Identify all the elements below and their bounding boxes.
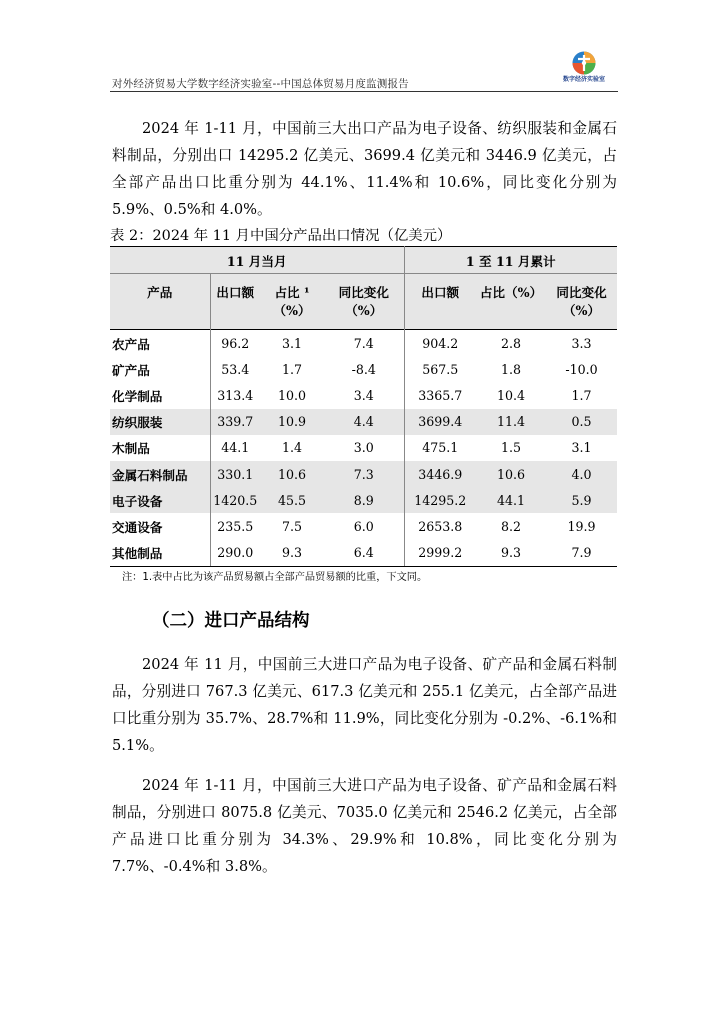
header-rule [110,91,618,92]
cell: 10.9 [260,409,324,435]
cell: 1.8 [500,361,522,377]
cell: 235.5 [217,518,254,534]
row-product-name: 金属石料制品 [110,461,210,487]
lab-logo [556,50,612,88]
paragraph-import-cumulative: 2024 年 1-11 月，中国前三大进口产品为电子设备、矿产品和金属石料制品，分别进口 8075.8 亿美元、7035.0 亿美元和 2546.2 亿美元，占全部产品进口比重分别为 34.3%、29.9%和 10.8%，同比变化分别为 7.7%、-0.4%和 3.8%。 [112,777,617,875]
col-header-yoy-cum: 同比变化（%） [546,274,617,330]
table-row [110,513,617,539]
cell: 9.3 [476,540,546,567]
cell: 7.4 [324,330,404,357]
logo-caption: 数字经济实验室 [562,76,605,83]
cell: 7.9 [546,540,617,567]
cell: 9.3 [260,540,324,567]
cell: 2653.8 [418,518,463,534]
cell: 3446.9 [404,461,476,487]
table-row [110,356,617,382]
cell: 19.9 [567,518,596,534]
cell: 10.4 [496,387,526,403]
cell: 44.1 [476,487,546,513]
cell: 44.1 [221,440,250,456]
running-header: 对外经济贸易大学数字经济实验室--中国总体贸易月度监测报告 [112,78,409,90]
cell: 3365.7 [418,387,463,403]
col-header-export-cum: 出口额 [404,274,476,330]
cell: -10.0 [565,361,598,377]
cell: 10.6 [260,461,324,487]
cell: 3.1 [260,330,324,357]
cell: 2999.2 [404,540,476,567]
col-header-export-month: 出口额 [210,274,260,330]
table-row [110,435,617,461]
paragraph-export-summary: 2024 年 1-11 月，中国前三大出口产品为电子设备、纺织服装和金属石料制品，分别出口 14295.2 亿美元、3699.4 亿美元和 3446.9 亿美元，占全部产品出口比重分别为 44.1%、11.4%和 10.6%，同比变化分别为 5.9%、0.5%和 4.0%。 [112,120,617,218]
cell: 4.0 [546,461,617,487]
col-header-product: 产品 [110,274,210,330]
export-table [110,246,617,567]
table-row [110,540,617,567]
paragraph-import-month: 2024 年 11 月，中国前三大进口产品为电子设备、矿产品和金属石料制品，分别进口 767.3 亿美元、617.3 亿美元和 255.1 亿美元，占全部产品进口比重分别为 35.7%、28.7%和 11.9%，同比变化分别为 -0.2%、-6.1%和 5.1%。 [112,656,617,754]
table-row-highlighted [110,461,617,487]
row-product-name: 矿产品 [110,356,210,382]
cell: 1.7 [281,361,303,377]
cell: 6.0 [324,513,404,539]
cell: 0.5 [546,409,617,435]
table-column-header-row [110,274,617,330]
cell: 1.5 [500,440,522,456]
group-header-cumulative: 1 至 11 月累计 [404,247,617,274]
row-product-name: 纺织服装 [110,409,210,435]
table-title: 表 2：2024 年 11 月中国分产品出口情况（亿美元） [110,228,452,244]
section-heading: （二）进口产品结构 [152,611,310,631]
cell: 313.4 [217,387,254,403]
cell: 5.9 [546,487,617,513]
row-product-name: 电子设备 [110,487,210,513]
row-product-name: 其他制品 [110,540,210,567]
cell: 3.3 [546,330,617,357]
cell: 1.4 [281,440,303,456]
cell: 45.5 [260,487,324,513]
cell: -8.4 [324,356,404,382]
cell: 10.0 [277,387,307,403]
table-row-highlighted [110,487,617,513]
cell: 14295.2 [404,487,476,513]
cell: 330.1 [210,461,260,487]
col-header-yoy-month: 同比变化（%） [324,274,404,330]
cell: 4.4 [324,409,404,435]
table-row [110,382,617,408]
table-group-header-row [110,247,617,274]
cell: 7.3 [324,461,404,487]
row-product-name: 化学制品 [110,382,210,408]
cell: 6.4 [324,540,404,567]
col-header-share-cum: 占比（%） [476,274,546,330]
cell: 339.7 [210,409,260,435]
cell: 3.0 [324,435,404,461]
cell: 3.4 [324,382,404,408]
cell: 96.2 [210,330,260,357]
group-header-month: 11 月当月 [110,247,404,274]
cell: 1.7 [571,387,592,403]
col-header-share-month: 占比 ¹（%） [260,274,324,330]
table-row [110,330,617,357]
globe-logo-icon [571,50,597,76]
cell: 11.4 [476,409,546,435]
cell: 53.4 [221,361,250,377]
row-product-name: 交通设备 [110,513,210,539]
cell: 3699.4 [404,409,476,435]
cell: 290.0 [210,540,260,567]
cell: 475.1 [422,440,459,456]
cell: 1420.5 [210,487,260,513]
table-row-highlighted [110,409,617,435]
cell: 904.2 [404,330,476,357]
cell: 8.2 [500,518,522,534]
row-product-name: 农产品 [110,330,210,357]
cell: 10.6 [476,461,546,487]
cell: 8.9 [324,487,404,513]
cell: 7.5 [281,518,303,534]
cell: 2.8 [476,330,546,357]
cell: 567.5 [422,361,459,377]
table-footnote: 注：1.表中占比为该产品贸易额占全部产品贸易额的比重，下文同。 [122,572,428,583]
cell: 3.1 [571,440,592,456]
row-product-name: 木制品 [110,435,210,461]
